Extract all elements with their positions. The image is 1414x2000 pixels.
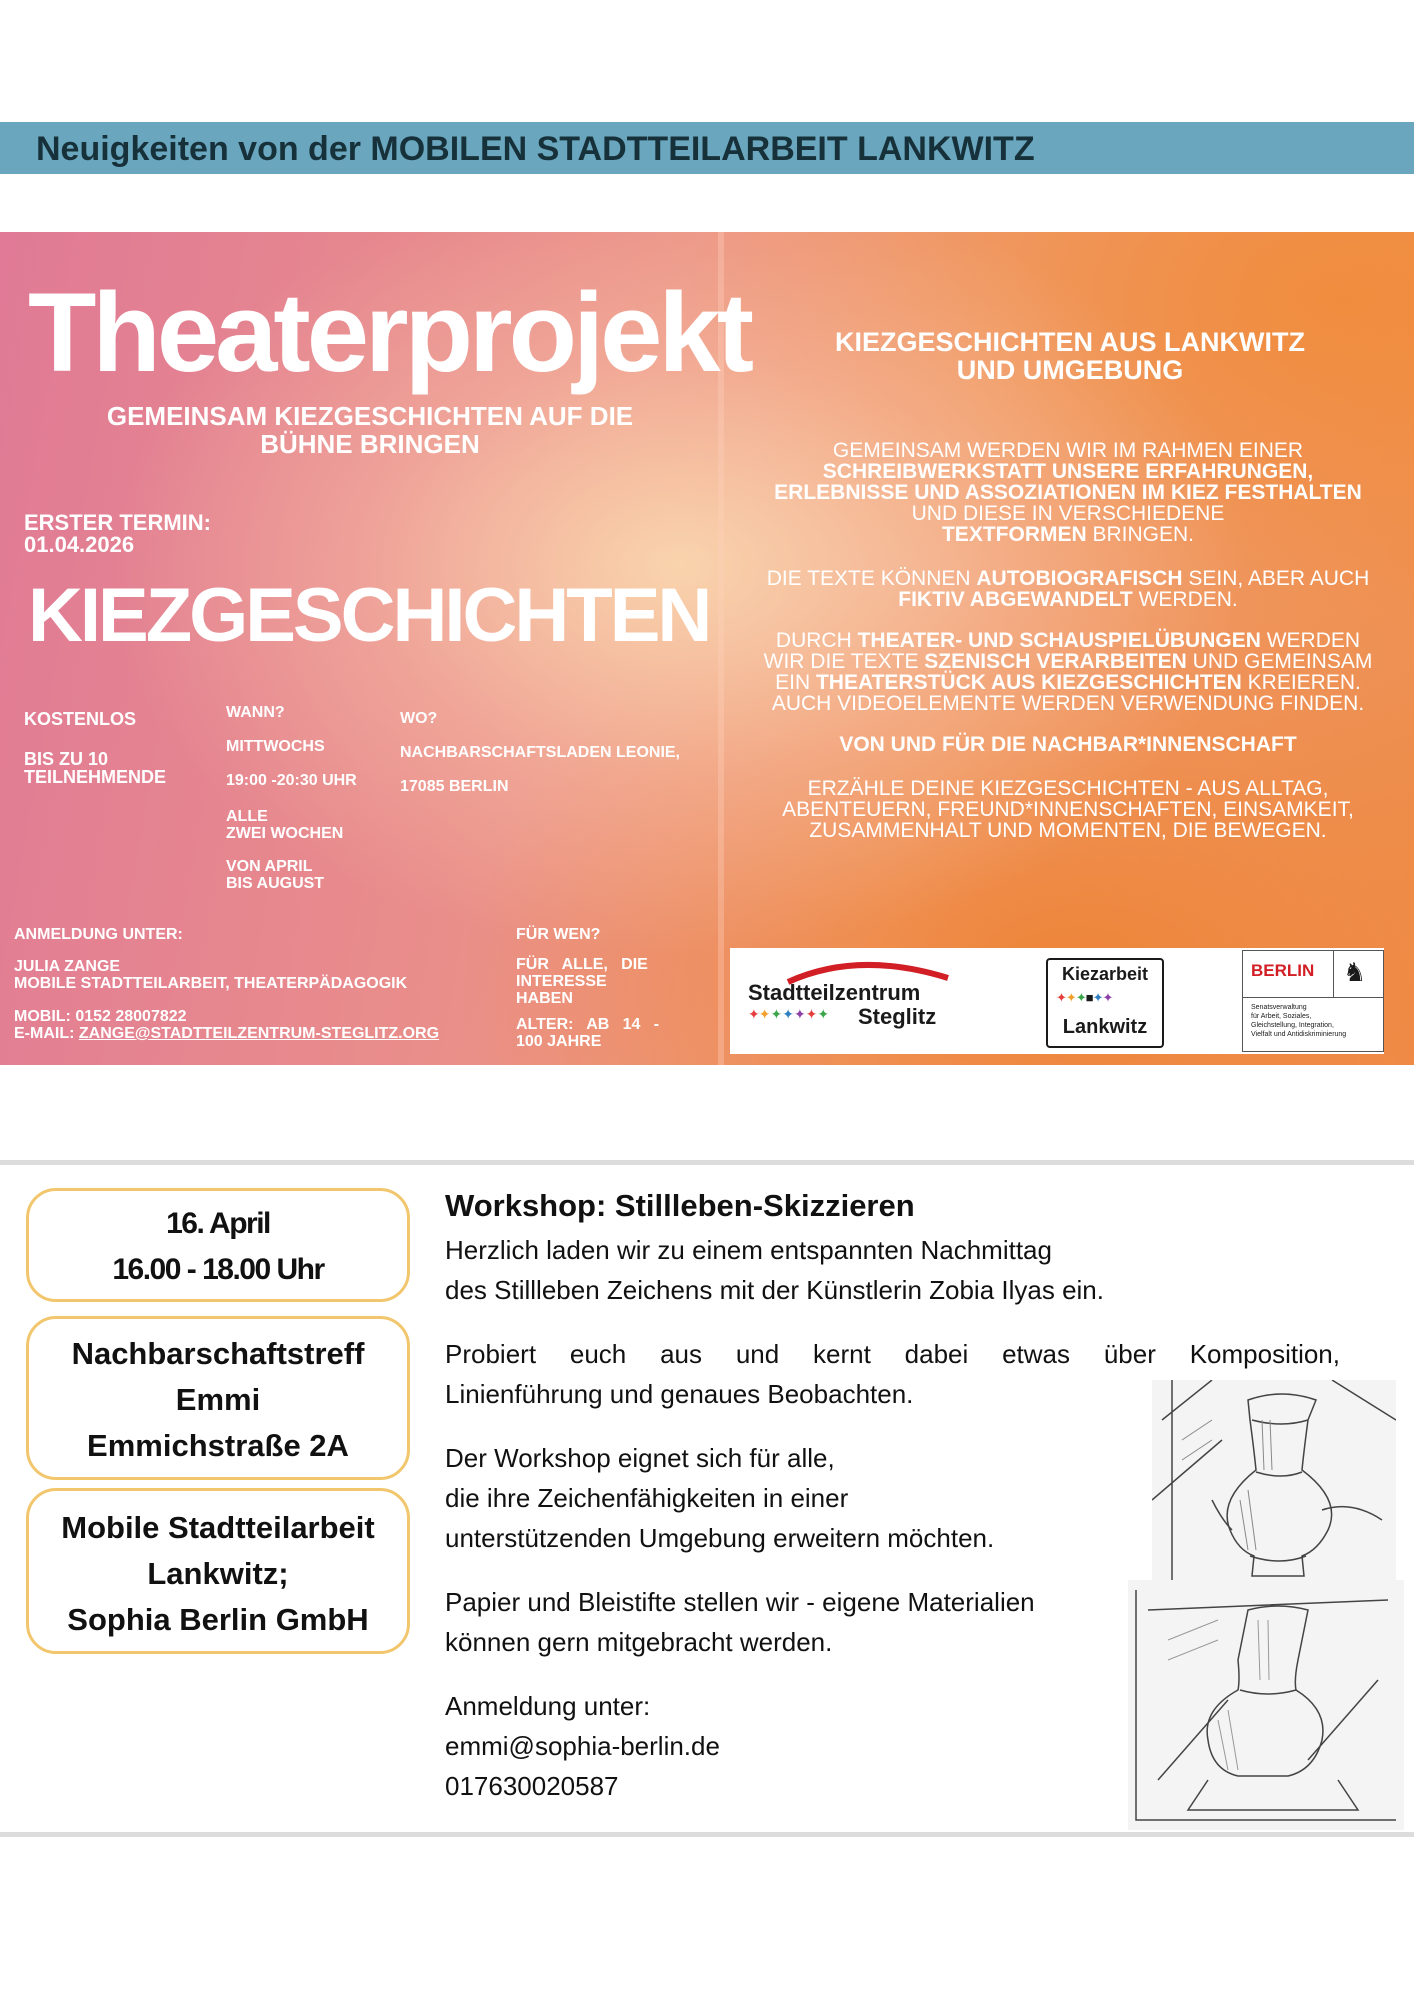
event-date-box [26, 1188, 410, 1302]
section-separator-top [0, 1160, 1414, 1165]
kiezarbeit-logo: Kiezarbeit ✦✦✦■✦✦ Lankwitz [1046, 958, 1164, 1048]
poster-headline: KIEZGESCHICHTEN [28, 573, 710, 658]
for-whom-label: FÜR WEN? [516, 926, 601, 943]
still-life-sketch-top [1152, 1380, 1396, 1580]
poster-para-stories: ERZÄHLE DEINE KIEZGESCHICHTEN - AUS ALLTAG, ABENTEUERN, FREUND*INNENSCHAFTEN, EINSAMKEIT, ZUSAMMENHALT UND MOMENTEN, DIE BEWEGEN. [782, 777, 1354, 842]
event-organizer-box: Mobile Stadtteilarbeit Lankwitz; Sophia Berlin GmbH [26, 1488, 410, 1654]
registration-label: ANMELDUNG UNTER: [14, 926, 183, 943]
age-range: ALTER: AB 14 - 100 JAHRE [516, 1016, 660, 1050]
poster-community: VON UND FÜR DIE NACHBAR*INNENSCHAFT [839, 733, 1297, 756]
workshop-try: Probiert euch aus und kernt dabei etwas über Komposition, Linienführung und genaues Beobachten. [445, 1339, 1340, 1409]
workshop-intro: Herzlich laden wir zu einem entspannten Nachmittag des Stillleben Zeichens mit der Künstlerin Zobia Ilyas ein. [445, 1235, 1104, 1305]
period: VON APRIL BIS AUGUST [226, 858, 325, 892]
header-bar [0, 122, 1414, 174]
workshop-title: Workshop: Stillleben-Skizzieren [445, 1188, 915, 1223]
still-life-sketch-bottom [1128, 1580, 1404, 1830]
where-label: WO? [400, 710, 438, 727]
frequency: ALLE ZWEI WOCHEN [226, 808, 344, 842]
theater-poster [0, 232, 1414, 1065]
first-date: ERSTER TERMIN: 01.04.2026 [24, 510, 211, 557]
when-label: WANN? [226, 704, 285, 721]
event-time: 16.00 - 18.00 Uhr [112, 1253, 324, 1286]
header-title: Neuigkeiten von der MOBILEN STADTTEILARBEIT LANKWITZ [36, 130, 1035, 168]
workshop-suitable: Der Workshop eignet sich für alle, die ihre Zeichenfähigkeiten in einer unterstützenden Umgebung erweitern möchten. [445, 1443, 995, 1553]
poster-para-theater: DURCH THEATER- UND SCHAUSPIELÜBUNGEN WERDEN WIR DIE TEXTE SZENISCH VERARBEITEN UND GEMEINSAM EIN THEATERSTÜCK AUS KIEZGESCHICHTEN KREIEREN. AUCH VIDEOELEMENTE WERDEN VERWENDUNG FINDEN. [763, 629, 1373, 715]
partner-logos [730, 948, 1384, 1054]
stadtteilzentrum-logo: Stadtteilzentrum ✦✦✦✦✦✦✦ Steglitz [748, 956, 968, 1046]
where-place: NACHBARSCHAFTSLADEN LEONIE, [400, 744, 680, 761]
registration-phone: 017630020587 [445, 1771, 619, 1801]
section-separator-bottom [0, 1832, 1414, 1837]
workshop-registration: Anmeldung unter: emmi@sophia-berlin.de 017630020587 [445, 1686, 1340, 1806]
registration-email[interactable]: emmi@sophia-berlin.de [445, 1731, 720, 1761]
for-whom: FÜR ALLE, DIE INTERESSE HABEN [516, 956, 648, 1007]
participants: BIS ZU 10 TEILNEHMENDE [24, 749, 167, 787]
contact-person: JULIA ZANGE MOBILE STADTTEILARBEIT, THEATERPÄDAGOGIK [14, 958, 408, 992]
event-date: 16. April [166, 1207, 270, 1240]
event-venue-box: Nachbarschaftstreff Emmi Emmichstraße 2A [26, 1316, 410, 1480]
where-city: 17085 BERLIN [400, 778, 509, 795]
when-time: 19:00 -20:30 UHR [226, 772, 357, 789]
workshop-materials: Papier und Bleistifte stellen wir - eigene Materialien können gern mitgebracht werden. [445, 1587, 1035, 1657]
poster-title: Theaterprojekt [28, 270, 750, 395]
poster-para-texts: DIE TEXTE KÖNNEN AUTOBIOGRAFISCH SEIN, ABER AUCH FIKTIV ABGEWANDELT WERDEN. [766, 567, 1370, 611]
poster-para-writing: GEMEINSAM WERDEN WIR IM RAHMEN EINER SCHREIBWERKSTATT UNSERE ERFAHRUNGEN, ERLEBNISSE UND ASSOZIATIONEN IM KIEZ FESTHALTEN UND DIESE IN VERSCHIEDENE TEXTFORMEN BRINGEN. [774, 439, 1362, 546]
when-day: MITTWOCHS [226, 738, 325, 755]
poster-right-title: KIEZGESCHICHTEN AUS LANKWITZ UND UMGEBUNG [835, 327, 1305, 385]
poster-subtitle: GEMEINSAM KIEZGESCHICHTEN AUF DIE BÜHNE BRINGEN [106, 401, 634, 459]
berlin-senat-logo: BERLIN ♞ Senatsverwaltung für Arbeit, Soziales, Gleichstellung, Integration, Vielfalt und Antidiskriminierung [1242, 950, 1384, 1052]
contact-details: MOBIL: 0152 28007822 E-MAIL: ZANGE@STADTTEILZENTRUM-STEGLITZ.ORG [14, 1008, 440, 1042]
contact-email-link[interactable]: ZANGE@STADTTEILZENTRUM-STEGLITZ.ORG [78, 1025, 440, 1042]
berlin-bear-icon: ♞ [1343, 957, 1367, 987]
free-label: KOSTENLOS [24, 709, 137, 729]
